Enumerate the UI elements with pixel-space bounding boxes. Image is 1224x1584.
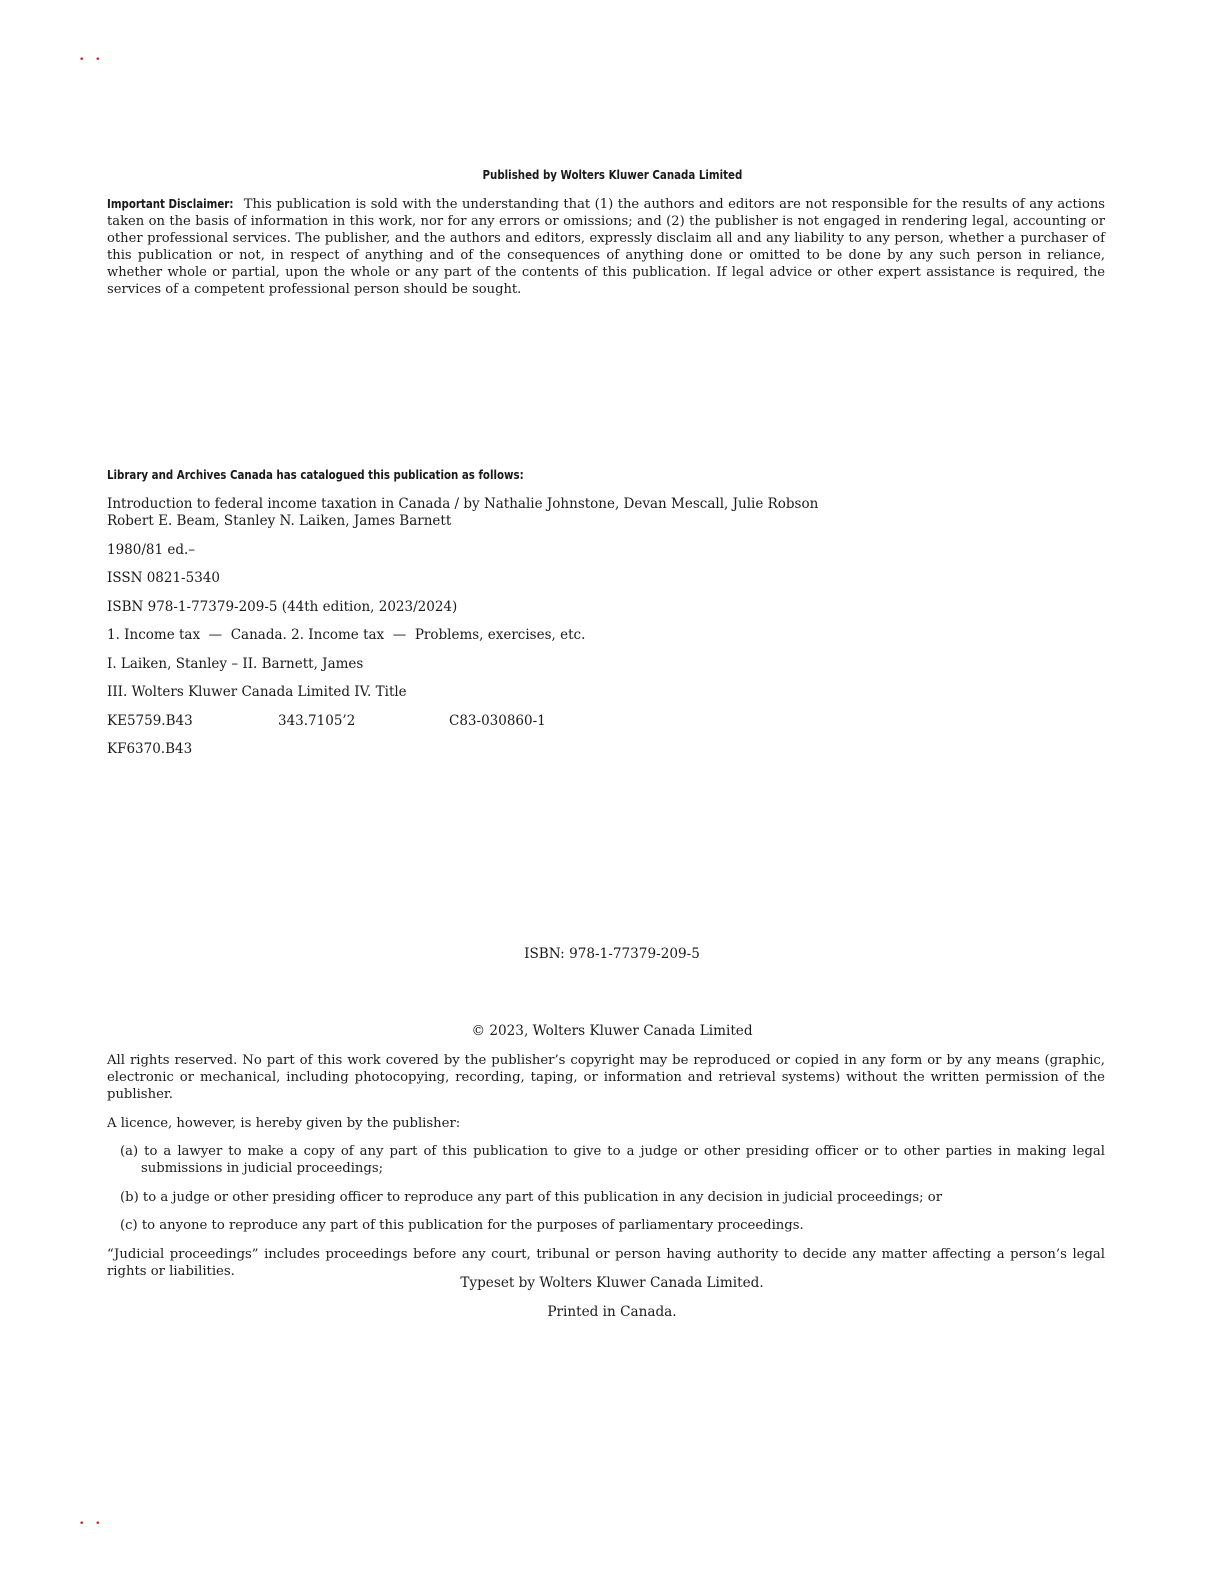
catalogue-heading-text: Library and Archives Canada has catalogued this publication as follows: [107,467,524,482]
catalogue-heading [107,466,1105,484]
publisher-heading [0,166,1224,183]
catalogue-added-entries-1: I. Laiken, Stanley – II. Barnett, James [107,655,364,672]
catalogue-title-line-2: Robert E. Beam, Stanley N. Laiken, James Barnett [107,513,452,529]
publisher-heading-text: Published by Wolters Kluwer Canada Limited [482,167,742,182]
catalogue-edition: 1980/81 ed.– [107,541,196,558]
disclaimer-paragraph [107,195,1105,298]
catalogue-lc-alt: KF6370.B43 [107,741,193,757]
rights-section [107,1052,1105,1291]
catalogue-record [107,496,1105,770]
licence-intro: A licence, however, is hereby given by the publisher: [107,1115,461,1131]
disclaimer-text: This publication is sold with the understanding that (1) the authors and editors are not responsible for the results of any actions taken on the basis of information in this work, nor for any errors or omissions; and (2) the publisher is not engaged in rendering legal, accounting or other professional services. The publisher, and the authors and editors, expressly disclaim all and any liability to any person, whether a purchaser of this publication or not, in respect of anything and of the consequences of anything done or omitted to be done by any such person in reliance, whether whole or partial, upon the whole or any part of the contents of this publication. If legal advice or other expert assistance is required, the services of a competent professional person should be sought. [107,197,1105,297]
licence-item-c: (c) to anyone to reproduce any part of this publication for the purposes of parliamentary proceedings. [120,1218,804,1233]
classification-control-number: C83-030860-1 [449,712,546,729]
rights-paragraph: All rights reserved. No part of this work covered by the publisher’s copyright may be reproduced or copied in any form or by any means (graphic, electronic or mechanical, including photocopying, recording, taping, or information and retrieval systems) without the written permission of the publisher. [107,1053,1105,1102]
disclaimer-label: Important Disclaimer: [107,196,234,211]
judicial-definition: “Judicial proceedings” includes proceedings before any court, tribunal or person having authority to decide any matter affecting a person’s legal rights or liabilities. [107,1246,1105,1279]
catalogue-issn: ISSN 0821-5340 [107,570,220,586]
crop-mark-top: • • [79,55,105,65]
licence-item-a: (a) to a lawyer to make a copy of any part of this publication to give to a judge or other presiding officer or to other parties in making legal submissions in judicial proceedings; [120,1144,1105,1176]
crop-mark-bottom: • • [79,1519,105,1529]
printed-line: Printed in Canada. [547,1304,677,1320]
catalogue-classification-row [107,713,1105,730]
classification-lc: KE5759.B43 [107,712,193,729]
licence-item-b: (b) to a judge or other presiding officer to reproduce any part of this publication in any decision in judicial proceedings; or [120,1189,942,1205]
typeset-line: Typeset by Wolters Kluwer Canada Limited. [460,1275,764,1291]
catalogue-isbn: ISBN 978-1-77379-209-5 (44th edition, 2023/2024) [107,598,458,615]
catalogue-added-entries-2: III. Wolters Kluwer Canada Limited IV. Title [107,684,407,700]
isbn-center: ISBN: 978-1-77379-209-5 [524,946,700,962]
copyright-line: © 2023, Wolters Kluwer Canada Limited [471,1023,753,1039]
catalogue-title-line-1: Introduction to federal income taxation in Canada / by Nathalie Johnstone, Devan Mescall, Julie Robson [107,496,819,512]
classification-dewey: 343.7105’2 [278,712,356,729]
catalogue-subjects: 1. Income tax — Canada. 2. Income tax — Problems, exercises, etc. [107,627,586,643]
